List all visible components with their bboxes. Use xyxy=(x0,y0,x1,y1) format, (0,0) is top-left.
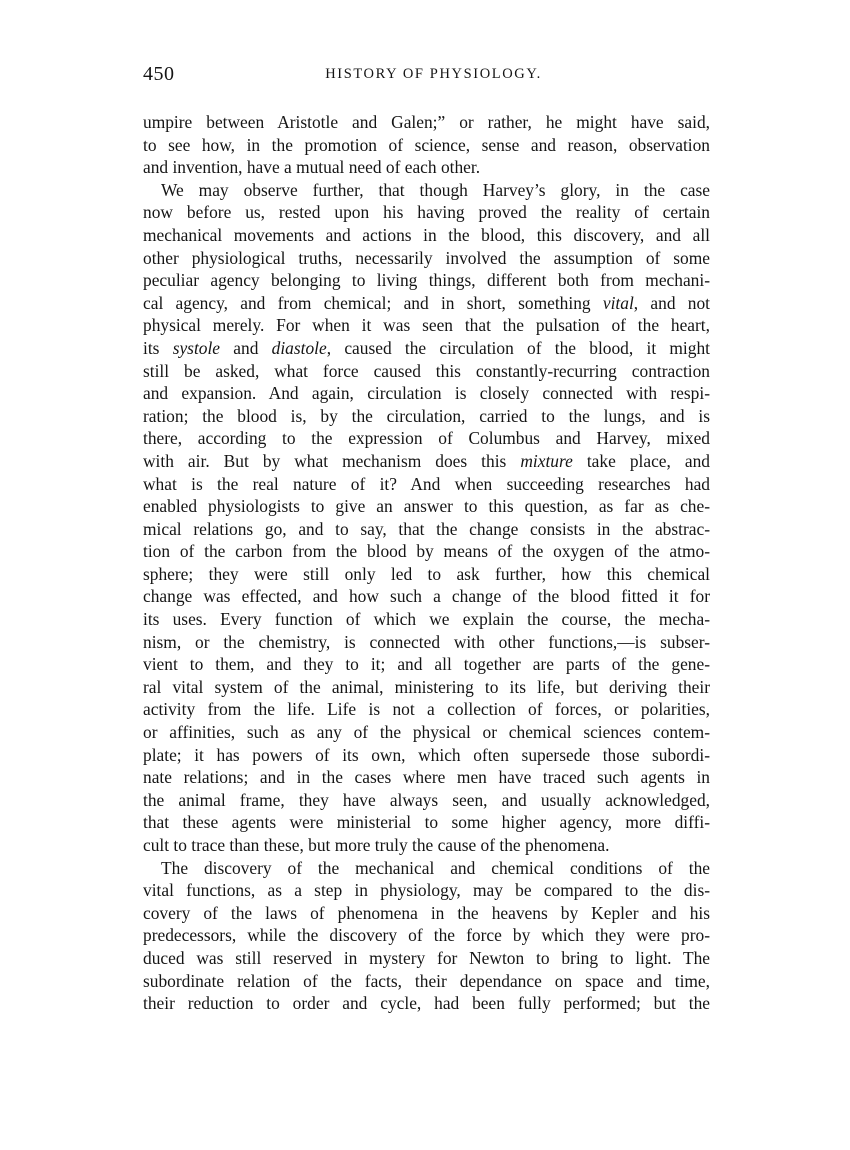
text-line: ration; the blood is, by the circulation, carried to the lungs, and is xyxy=(143,405,710,426)
text-line: We may observe further, that though Harvey’s glory, in the case xyxy=(161,179,710,200)
text-line: with air. But by what mechanism does this mixture take place, and xyxy=(143,450,710,471)
text-line: now before us, rested upon his having proved the reality of certain xyxy=(143,202,710,223)
text-line: predecessors, while the discovery of the force by which they were pro- xyxy=(143,925,710,946)
body-text xyxy=(143,111,710,1015)
text-line: their reduction to order and cycle, had been fully performed; but the xyxy=(143,993,710,1014)
running-title: HISTORY OF PHYSIOLOGY. xyxy=(325,66,542,82)
running-head xyxy=(143,62,710,86)
text-line: sphere; they were still only led to ask further, how this chemical xyxy=(143,563,710,584)
text-line: cult to trace than these, but more truly the cause of the phenomena. xyxy=(143,835,610,855)
text-line: that these agents were ministerial to some higher agency, more diffi- xyxy=(143,812,710,833)
text-line: activity from the life. Life is not a collection of forces, or polarities, xyxy=(143,699,710,720)
text-line: plate; it has powers of its own, which often supersede those subordi- xyxy=(143,744,710,765)
text-line: covery of the laws of phenomena in the heavens by Kepler and his xyxy=(143,902,710,923)
text-line: the animal frame, they have always seen, and usually acknowledged, xyxy=(143,789,710,810)
text-line: mical relations go, and to say, that the change consists in the abstrac- xyxy=(143,518,710,539)
page-number: 450 xyxy=(143,63,175,85)
text-line: change was effected, and how such a change of the blood fitted it for xyxy=(143,586,710,607)
text-line: vital functions, as a step in physiology, may be compared to the dis- xyxy=(143,880,710,901)
text-line: The discovery of the mechanical and chemical conditions of the xyxy=(161,857,710,878)
book-page xyxy=(143,62,710,1015)
text-line: mechanical movements and actions in the blood, this discovery, and all xyxy=(143,224,710,245)
text-line: vient to them, and they to it; and all together are parts of the gene- xyxy=(143,654,710,675)
text-line: physical merely. For when it was seen that the pulsation of the heart, xyxy=(143,315,710,336)
text-line: its systole and diastole, caused the circulation of the blood, it might xyxy=(143,337,710,358)
text-line: tion of the carbon from the blood by means of the oxygen of the atmo- xyxy=(143,541,710,562)
text-line: its uses. Every function of which we explain the course, the mecha- xyxy=(143,609,710,630)
text-line: to see how, in the promotion of science, sense and reason, observation xyxy=(143,134,710,155)
text-line: umpire between Aristotle and Galen;” or rather, he might have said, xyxy=(143,112,710,132)
text-line: there, according to the expression of Columbus and Harvey, mixed xyxy=(143,428,710,449)
text-line: enabled physiologists to give an answer to this question, as far as che- xyxy=(143,496,710,517)
text-line: duced was still reserved in mystery for Newton to bring to light. The xyxy=(143,947,710,968)
text-line: what is the real nature of it? And when succeeding researches had xyxy=(143,473,710,494)
text-line: cal agency, and from chemical; and in short, something vital, and not xyxy=(143,292,711,313)
text-line: and expansion. And again, circulation is closely connected with respi- xyxy=(143,383,710,404)
text-line: peculiar agency belonging to living things, different both from mechani- xyxy=(143,270,710,291)
text-line: other physiological truths, necessarily involved the assumption of some xyxy=(143,247,710,268)
text-line: still be asked, what force caused this constantly-recurring contraction xyxy=(143,360,710,381)
text-line: or affinities, such as any of the physical or chemical sciences contem- xyxy=(143,722,710,743)
text-line: and invention, have a mutual need of each other. xyxy=(143,157,481,178)
text-line: nate relations; and in the cases where men have traced such agents in xyxy=(143,767,710,788)
text-line: ral vital system of the animal, ministering to its life, but deriving their xyxy=(143,676,710,697)
text-line: subordinate relation of the facts, their dependance on space and time, xyxy=(143,970,710,991)
text-line: nism, or the chemistry, is connected with other functions,—is subser- xyxy=(143,631,710,652)
